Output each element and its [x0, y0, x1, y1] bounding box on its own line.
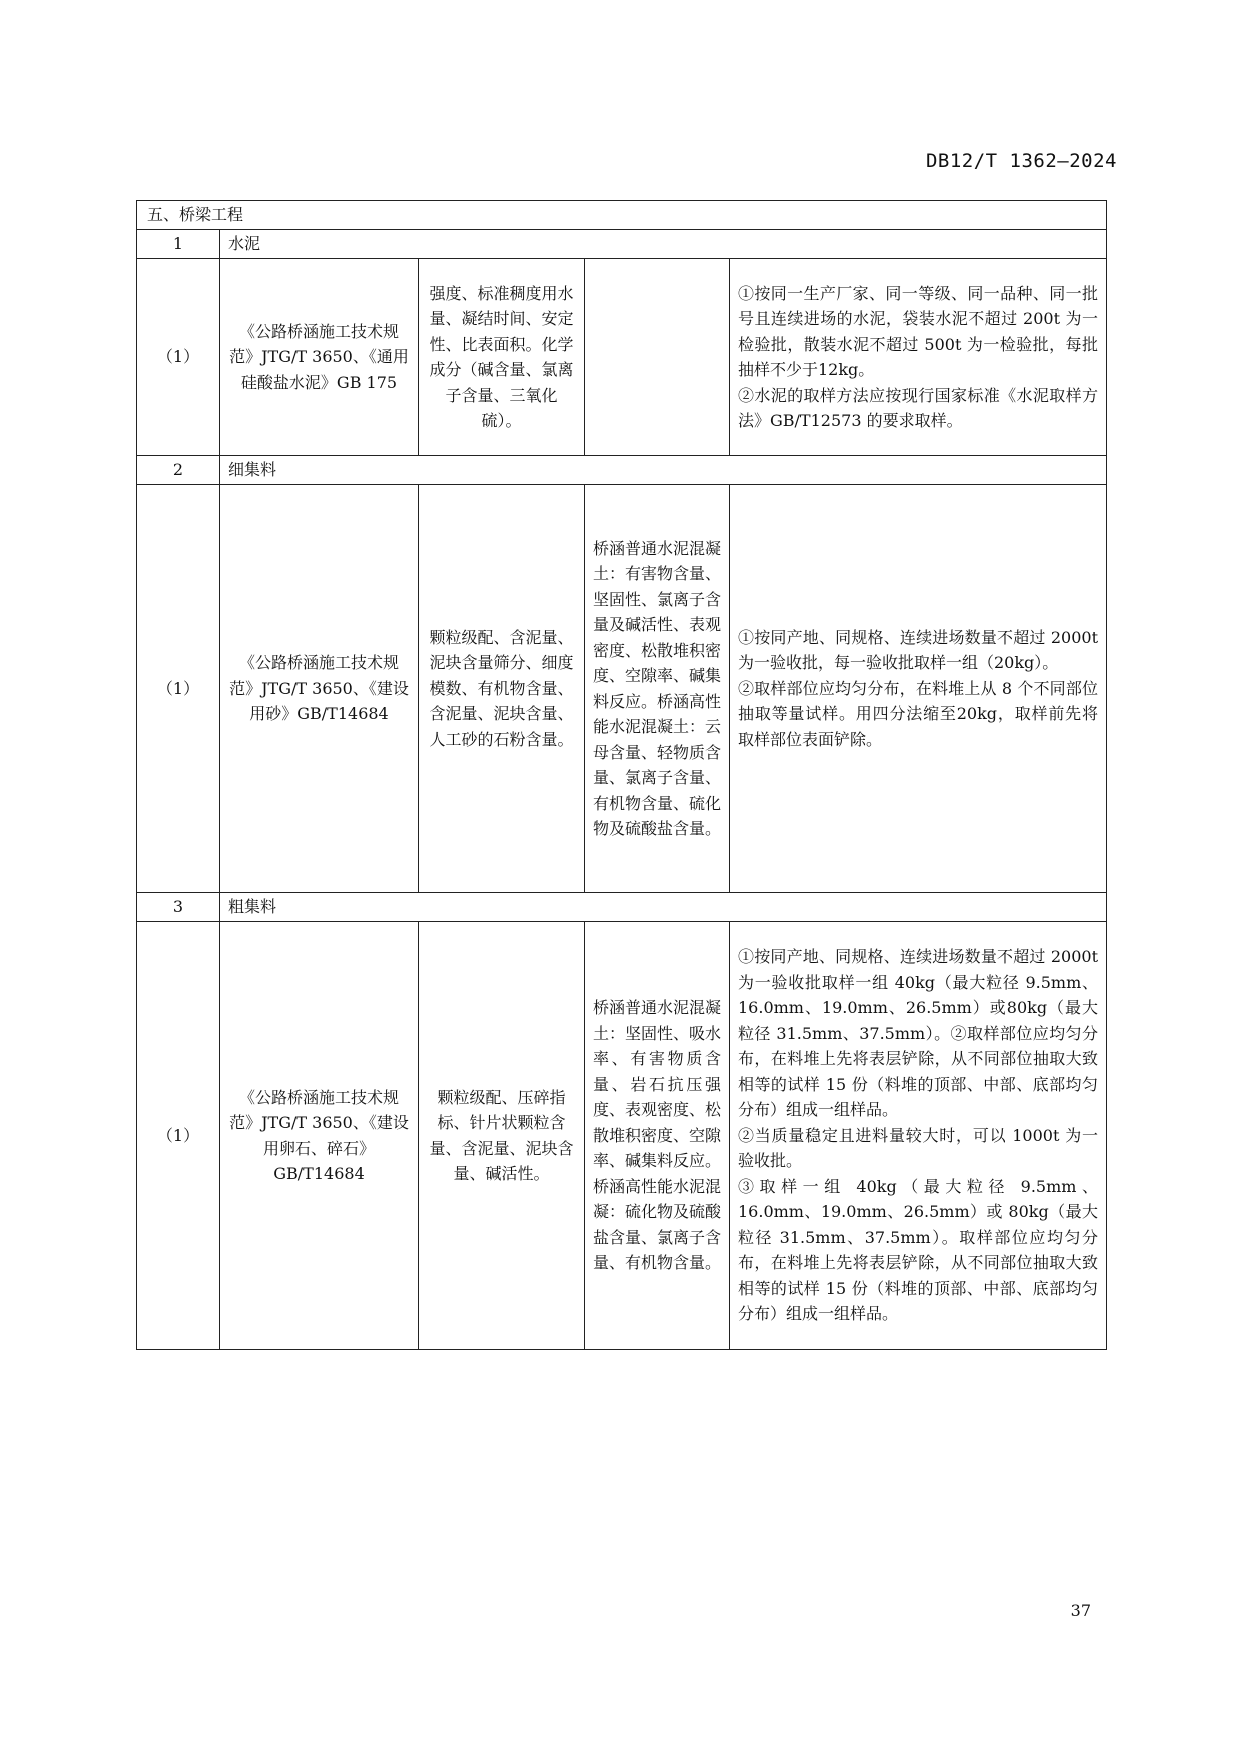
- document-code: DB12/T 1362—2024: [925, 150, 1117, 172]
- test-items-cell: 强度、标准稠度用水量、凝结时间、安定性、比表面积。化学成分（碱含量、氯离子含量、三氧化硫）。: [419, 259, 585, 456]
- section-row: [137, 201, 1107, 230]
- group-number: 1: [137, 230, 220, 259]
- group-name: 细集料: [220, 456, 1107, 485]
- section-title: 五、桥梁工程: [137, 201, 1107, 230]
- group-row-fine-aggregate: [137, 456, 1107, 485]
- group-number: 3: [137, 893, 220, 922]
- sampling-cell: [730, 922, 1107, 1350]
- table-row: [137, 259, 1107, 456]
- sub-number: （1）: [137, 922, 220, 1350]
- page-number: 37: [1070, 1601, 1091, 1620]
- sampling-rule: ①按同产地、同规格、连续进场数量不超过 2000t 为一验收批，每一验收批取样一组（20kg）。: [738, 627, 1099, 673]
- test-items-cell: 颗粒级配、含泥量、泥块含量筛分、细度模数、有机物含量、含泥量、泥块含量、人工砂的石粉含量。: [419, 485, 585, 893]
- sampling-rule: ②取样部位应均匀分布，在料堆上从 8 个不同部位抽取等量试样。用四分法缩至20kg，取样前先将取样部位表面铲除。: [738, 678, 1099, 749]
- sub-number: （1）: [137, 485, 220, 893]
- standard-cell: 《公路桥涵施工技术规范》JTG/T 3650、《通用硅酸盐水泥》GB 175: [220, 259, 419, 456]
- inspection-table: [136, 200, 1107, 1350]
- group-row-cement: [137, 230, 1107, 259]
- table-row: [137, 922, 1107, 1350]
- sampling-rule: ②水泥的取样方法应按现行国家标准《水泥取样方法》GB/T12573 的要求取样。: [738, 385, 1099, 430]
- group-row-coarse-aggregate: [137, 893, 1107, 922]
- sub-number: （1）: [137, 259, 220, 456]
- group-name: 粗集料: [220, 893, 1107, 922]
- sampling-rule: ③取样一组 40kg（最大粒径 9.5mm、16.0mm、19.0mm、26.5mm）或 80kg（最大粒径 31.5mm、37.5mm）。取样部位应均匀分布，在料堆上先将表层铲除，从不同部位抽取大致相等的试样 15 份（料堆的顶部、中部、底部均匀分布）组成一组样品。: [738, 1176, 1099, 1324]
- group-number: 2: [137, 456, 220, 485]
- sampling-cell: [730, 485, 1107, 893]
- table-row: [137, 485, 1107, 893]
- sampling-rule: ①按同一生产厂家、同一等级、同一品种、同一批号且连续进场的水泥，袋装水泥不超过 200t 为一检验批，散装水泥不超过 500t 为一检验批，每批抽样不少于12kg。: [738, 283, 1099, 379]
- test-items-cell: 颗粒级配、压碎指标、针片状颗粒含量、含泥量、泥块含量、碱活性。: [419, 922, 585, 1350]
- other-items-cell: [585, 259, 730, 456]
- sampling-cell: [730, 259, 1107, 456]
- other-items-cell: 桥涵普通水泥混凝土：坚固性、吸水率、有害物质含量、岩石抗压强度、表观密度、松散堆积密度、空隙率、碱集料反应。桥涵高性能水泥混凝：硫化物及硫酸盐含量、氯离子含量、有机物含量。: [585, 922, 730, 1350]
- other-items-cell: 桥涵普通水泥混凝土：有害物含量、坚固性、氯离子含量及碱活性、表观密度、松散堆积密度、空隙率、碱集料反应。桥涵高性能水泥混凝土：云母含量、轻物质含量、氯离子含量、有机物含量、硫化物及硫酸盐含量。: [585, 485, 730, 893]
- group-name: 水泥: [220, 230, 1107, 259]
- standard-cell: 《公路桥涵施工技术规范》JTG/T 3650、《建设用卵石、碎石》GB/T14684: [220, 922, 419, 1350]
- sampling-rule: ②当质量稳定且进料量较大时，可以 1000t 为一验收批。: [738, 1125, 1099, 1171]
- sampling-rule: ①按同产地、同规格、连续进场数量不超过 2000t 为一验收批取样一组 40kg（最大粒径 9.5mm、16.0mm、19.0mm、26.5mm）或80kg（最大粒径 31.5mm、37.5mm）。②取样部位应均匀分布，在料堆上先将表层铲除，从不同部位抽取大致相等的试样 15 份（料堆的顶部、中部、底部均匀分布）组成一组样品。: [738, 947, 1099, 1120]
- standard-cell: 《公路桥涵施工技术规范》JTG/T 3650、《建设用砂》GB/T14684: [220, 485, 419, 893]
